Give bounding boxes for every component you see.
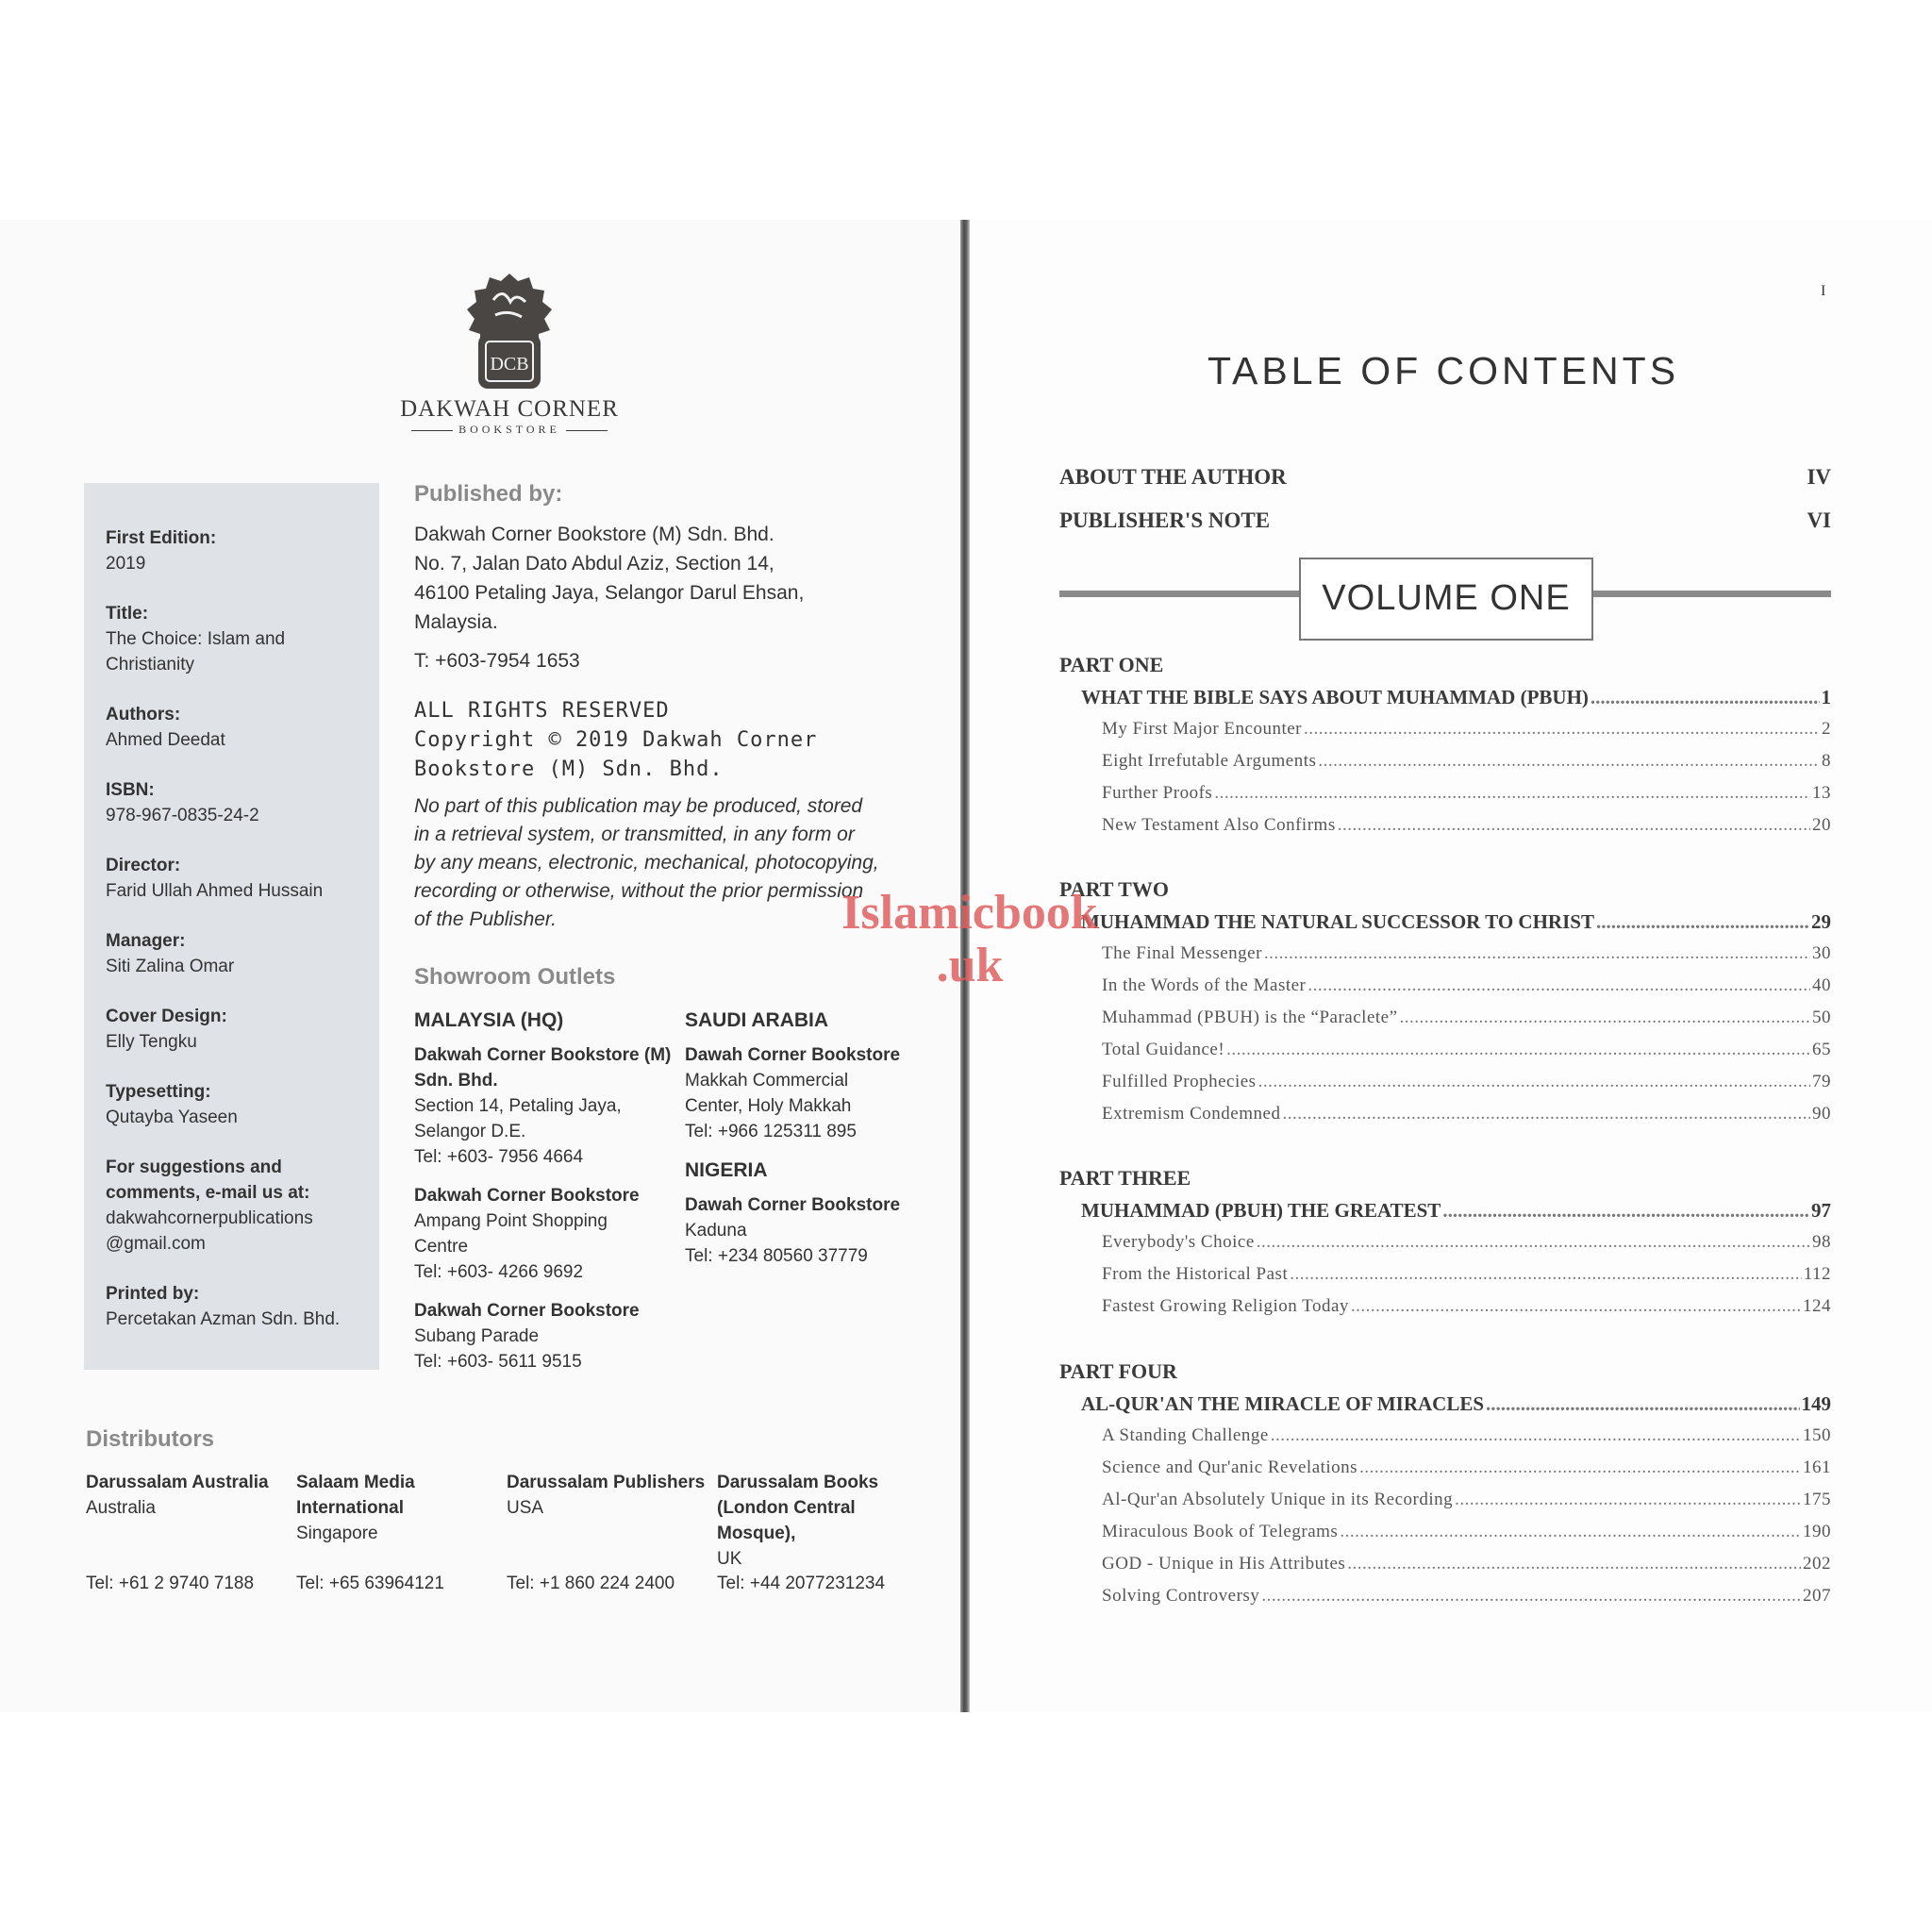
toc-section-title: Everybody's Choice bbox=[1102, 1232, 1255, 1252]
toc-section-row bbox=[1059, 1452, 1831, 1484]
book-detail-label: For suggestions and comments, e-mail us at: bbox=[106, 1158, 310, 1203]
toc-section-page: 124 bbox=[1803, 1296, 1831, 1316]
toc-section-row bbox=[1059, 1484, 1831, 1516]
toc-chapter-page: 149 bbox=[1801, 1392, 1831, 1415]
distributor-entry bbox=[86, 1470, 295, 1593]
book-detail-item bbox=[106, 1155, 375, 1257]
toc-section-row bbox=[1059, 1098, 1831, 1130]
toc-section-row bbox=[1059, 1226, 1831, 1258]
outlet-country-group bbox=[685, 1008, 949, 1144]
volume-rule-left bbox=[1059, 591, 1299, 597]
outlet-address-line: Section 14, Petaling Jaya, bbox=[414, 1096, 622, 1116]
book-detail-label: Authors: bbox=[106, 705, 181, 724]
toc-part bbox=[1059, 649, 1831, 841]
toc-chapter-row bbox=[1059, 1194, 1831, 1226]
distributor-phone: Tel: +1 860 224 2400 bbox=[507, 1574, 675, 1593]
book-detail-value: The Choice: Islam and Christianity bbox=[106, 629, 286, 675]
outlets-saudi-nigeria bbox=[685, 1008, 949, 1282]
book-detail-label: Typesetting: bbox=[106, 1082, 211, 1102]
toc-section-title: In the Words of the Master bbox=[1102, 975, 1307, 995]
book-detail-label: First Edition: bbox=[106, 528, 217, 548]
copyright-line: Copyright © 2019 Dakwah Corner Bookstore (M) Sdn. Bhd. bbox=[414, 728, 818, 781]
toc-part-title: PART ONE bbox=[1059, 653, 1164, 676]
toc-leader-dots bbox=[1290, 1258, 1801, 1291]
address-line: Malaysia. bbox=[414, 611, 498, 633]
toc-section-title: Eight Irrefutable Arguments bbox=[1102, 751, 1317, 771]
toc-leader-dots bbox=[1455, 1484, 1801, 1516]
distributor-entry bbox=[507, 1470, 716, 1593]
toc-section-title: My First Major Encounter bbox=[1102, 719, 1303, 739]
published-by-heading: Published by: bbox=[414, 481, 563, 507]
toc-section-page: 2 bbox=[1822, 719, 1831, 739]
book-detail-label: Printed by: bbox=[106, 1284, 200, 1304]
book-detail-value: Siti Zalina Omar bbox=[106, 957, 235, 976]
book-detail-item bbox=[106, 1004, 375, 1055]
toc-leader-dots bbox=[1257, 1226, 1810, 1258]
book-detail-value: 978-967-0835-24-2 bbox=[106, 806, 259, 825]
outlet-country: NIGERIA bbox=[685, 1159, 768, 1181]
distributors-heading: Distributors bbox=[86, 1426, 215, 1452]
book-detail-label: ISBN: bbox=[106, 780, 155, 800]
toc-section-row bbox=[1059, 1291, 1831, 1323]
book-detail-label: Cover Design: bbox=[106, 1007, 227, 1026]
toc-section-title: New Testament Also Confirms bbox=[1102, 815, 1336, 835]
rights-section bbox=[414, 696, 942, 784]
outlet-name: Dakwah Corner Bookstore bbox=[414, 1301, 640, 1321]
outlet-address-line: Centre bbox=[414, 1237, 469, 1257]
toc-section-page: 112 bbox=[1803, 1264, 1831, 1284]
toc-section-title: Fulfilled Prophecies bbox=[1102, 1072, 1257, 1091]
outlet-phone: Tel: +234 80560 37779 bbox=[685, 1246, 868, 1266]
book-detail-value: 2019 bbox=[106, 554, 146, 574]
toc-leader-dots bbox=[1359, 1452, 1801, 1484]
toc-section-row bbox=[1059, 1034, 1831, 1066]
outlet-name: Dakwah Corner Bookstore (M) Sdn. Bhd. bbox=[414, 1045, 672, 1091]
toc-chapter-title: AL-QUR'AN THE MIRACLE OF MIRACLES bbox=[1081, 1392, 1485, 1415]
toc-chapter-title: WHAT THE BIBLE SAYS ABOUT MUHAMMAD (PBUH) bbox=[1081, 686, 1589, 708]
book-detail-item bbox=[106, 601, 375, 677]
outlet-country-group bbox=[414, 1008, 678, 1374]
toc-section-title: Further Proofs bbox=[1102, 783, 1213, 803]
outlet-phone: Tel: +603- 5611 9515 bbox=[414, 1352, 582, 1372]
toc-section-title: Extremism Condemned bbox=[1102, 1104, 1281, 1124]
book-detail-value: Elly Tengku bbox=[106, 1032, 197, 1052]
outlets-malaysia bbox=[414, 1008, 678, 1388]
address-line: 46100 Petaling Jaya, Selangor Darul Ehsan, bbox=[414, 582, 805, 604]
disclaimer-line: of the Publisher. bbox=[414, 908, 557, 930]
toc-chapter-row bbox=[1059, 681, 1831, 713]
book-detail-value: Ahmed Deedat bbox=[106, 730, 225, 750]
toc-front-page: IV bbox=[1807, 465, 1831, 489]
outlet-name: Dawah Corner Bookstore bbox=[685, 1045, 901, 1065]
outlet-address-line: Ampang Point Shopping bbox=[414, 1211, 608, 1231]
toc-chapter-title: MUHAMMAD (PBUH) THE GREATEST bbox=[1081, 1199, 1441, 1222]
toc-section-row bbox=[1059, 1516, 1831, 1548]
toc-chapter-page: 29 bbox=[1811, 910, 1831, 933]
book-detail-label: Manager: bbox=[106, 931, 186, 951]
outlet-entry bbox=[685, 1042, 949, 1144]
book-detail-label: Title: bbox=[106, 604, 149, 624]
book-detail-value: Percetakan Azman Sdn. Bhd. bbox=[106, 1309, 341, 1329]
toc-part bbox=[1059, 1162, 1831, 1323]
toc-leader-dots bbox=[1351, 1291, 1801, 1323]
toc-leader-dots bbox=[1226, 1034, 1810, 1066]
volume-heading: VOLUME ONE bbox=[1299, 558, 1593, 641]
toc-section-row bbox=[1059, 970, 1831, 1002]
toc-leader-dots bbox=[1261, 1580, 1801, 1612]
disclaimer-line: by any means, electronic, mechanical, photocopying, bbox=[414, 852, 879, 874]
disclaimer-line: No part of this publication may be produced, stored bbox=[414, 795, 863, 817]
toc-section-page: 30 bbox=[1812, 943, 1831, 963]
book-detail-value: Farid Ullah Ahmed Hussain bbox=[106, 881, 324, 901]
toc-section-row bbox=[1059, 713, 1831, 745]
outlet-phone: Tel: +966 125311 895 bbox=[685, 1122, 857, 1141]
toc-section-row bbox=[1059, 1066, 1831, 1098]
toc-chapter-row bbox=[1059, 1388, 1831, 1420]
toc-section-page: 207 bbox=[1803, 1586, 1831, 1606]
outlet-address-line: Selangor D.E. bbox=[414, 1122, 526, 1141]
toc-leader-dots bbox=[1340, 1516, 1801, 1548]
page-number: I bbox=[1821, 283, 1826, 299]
toc-section-title: Miraculous Book of Telegrams bbox=[1102, 1522, 1339, 1541]
outlet-entry bbox=[685, 1192, 949, 1269]
book-details-panel bbox=[84, 483, 379, 1370]
toc-part bbox=[1059, 1356, 1831, 1612]
distributor-name: Darussalam Australia bbox=[86, 1473, 269, 1492]
dakwah-corner-emblem-icon bbox=[458, 272, 561, 394]
outlet-address-line: Kaduna bbox=[685, 1221, 747, 1241]
toc-chapter-row bbox=[1059, 906, 1831, 938]
distributor-location: USA bbox=[507, 1498, 544, 1518]
book-details-list bbox=[106, 525, 375, 1357]
outlet-entry bbox=[414, 1042, 678, 1170]
distributor-location: Australia bbox=[86, 1498, 156, 1518]
toc-title: TABLE OF CONTENTS bbox=[1208, 349, 1680, 392]
toc-section-title: The Final Messenger bbox=[1102, 943, 1262, 963]
outlet-name: Dawah Corner Bookstore bbox=[685, 1195, 901, 1215]
toc-section-title: Al-Qur'an Absolutely Unique in its Recording bbox=[1102, 1490, 1454, 1509]
distributor-location: UK bbox=[717, 1549, 742, 1569]
toc-section-row bbox=[1059, 938, 1831, 970]
outlet-country: SAUDI ARABIA bbox=[685, 1009, 829, 1031]
book-detail-item bbox=[106, 1281, 375, 1332]
book-detail-value: Qutayba Yaseen bbox=[106, 1108, 238, 1127]
watermark-line: Islamicbook bbox=[841, 886, 1098, 940]
toc-part-title: PART THREE bbox=[1059, 1166, 1191, 1190]
address-line: No. 7, Jalan Dato Abdul Aziz, Section 14, bbox=[414, 553, 774, 575]
toc-front-entry bbox=[1059, 465, 1831, 490]
outlet-phone: Tel: +603- 7956 4664 bbox=[414, 1147, 584, 1167]
toc-section-page: 90 bbox=[1812, 1104, 1831, 1124]
toc-leader-dots bbox=[1347, 1548, 1801, 1580]
toc-section-row bbox=[1059, 1420, 1831, 1452]
watermark-line: .uk bbox=[936, 939, 1004, 992]
book-detail-item bbox=[106, 777, 375, 828]
toc-section-page: 175 bbox=[1803, 1490, 1831, 1509]
toc-leader-dots bbox=[1307, 970, 1810, 1002]
toc-front-entry bbox=[1059, 508, 1831, 533]
toc-section-page: 202 bbox=[1803, 1554, 1831, 1574]
toc-section-row bbox=[1059, 809, 1831, 841]
distributor-phone: Tel: +44 2077231234 bbox=[717, 1574, 886, 1593]
toc-section-page: 150 bbox=[1803, 1425, 1831, 1445]
toc-section-row bbox=[1059, 1258, 1831, 1291]
toc-chapter-page: 1 bbox=[1821, 686, 1831, 708]
disclaimer-line: in a retrieval system, or transmitted, in any form or bbox=[414, 824, 855, 845]
toc-leader-dots bbox=[1214, 777, 1810, 809]
toc-leader-dots bbox=[1442, 1194, 1809, 1226]
showroom-outlets-heading: Showroom Outlets bbox=[414, 964, 616, 990]
toc-section-page: 40 bbox=[1812, 975, 1831, 995]
toc-section-page: 20 bbox=[1812, 815, 1831, 835]
toc-leader-dots bbox=[1591, 681, 1820, 713]
toc-section-page: 8 bbox=[1822, 751, 1831, 771]
toc-section-row bbox=[1059, 745, 1831, 777]
toc-front-page: VI bbox=[1807, 508, 1831, 532]
address-line: Dakwah Corner Bookstore (M) Sdn. Bhd. bbox=[414, 524, 774, 545]
toc-leader-dots bbox=[1596, 906, 1809, 938]
outlet-address-line: Makkah Commercial bbox=[685, 1071, 849, 1091]
toc-section-row bbox=[1059, 1548, 1831, 1580]
toc-leader-dots bbox=[1258, 1066, 1810, 1098]
toc-section-title: Total Guidance! bbox=[1102, 1040, 1225, 1059]
toc-front-label: PUBLISHER'S NOTE bbox=[1059, 508, 1271, 532]
toc-section-page: 50 bbox=[1812, 1008, 1831, 1027]
toc-section-title: Science and Qur'anic Revelations bbox=[1102, 1457, 1358, 1477]
toc-leader-dots bbox=[1400, 1002, 1810, 1034]
toc-section-title: Muhammad (PBUH) is the “Paraclete” bbox=[1102, 1008, 1398, 1027]
toc-section-page: 65 bbox=[1812, 1040, 1831, 1059]
outlet-entry bbox=[414, 1298, 678, 1374]
toc-leader-dots bbox=[1318, 745, 1820, 777]
published-by-section bbox=[414, 479, 942, 675]
book-detail-item bbox=[106, 928, 375, 979]
book-detail-item bbox=[106, 702, 375, 753]
volume-rule-right bbox=[1593, 591, 1831, 597]
toc-leader-dots bbox=[1338, 809, 1810, 841]
toc-leader-dots bbox=[1264, 938, 1810, 970]
distributor-phone: Tel: +65 63964121 bbox=[296, 1574, 444, 1593]
toc-section-page: 13 bbox=[1812, 783, 1831, 803]
outlet-phone: Tel: +603- 4266 9692 bbox=[414, 1262, 584, 1282]
distributor-entry bbox=[296, 1470, 506, 1593]
toc-leader-dots bbox=[1271, 1420, 1801, 1452]
outlet-entry bbox=[414, 1183, 678, 1285]
toc-leader-dots bbox=[1282, 1098, 1810, 1130]
book-detail-item bbox=[106, 853, 375, 904]
toc-chapter-page: 97 bbox=[1811, 1199, 1831, 1222]
publisher-logo bbox=[396, 272, 623, 451]
toc-section-row bbox=[1059, 1002, 1831, 1034]
toc-section-title: Fastest Growing Religion Today bbox=[1102, 1296, 1349, 1316]
toc-part bbox=[1059, 874, 1831, 1130]
distributor-name: Darussalam Books (London Central Mosque), bbox=[717, 1473, 879, 1543]
outlet-country-group bbox=[685, 1158, 949, 1269]
toc-leader-dots bbox=[1486, 1388, 1799, 1420]
toc-chapter-title: MUHAMMAD THE NATURAL SUCCESSOR TO CHRIST bbox=[1081, 910, 1594, 933]
outlet-name: Dakwah Corner Bookstore bbox=[414, 1186, 640, 1206]
toc-section-page: 190 bbox=[1803, 1522, 1831, 1541]
outlet-country: MALAYSIA (HQ) bbox=[414, 1009, 564, 1031]
watermark bbox=[800, 887, 1140, 992]
logo-subtitle: BOOKSTORE bbox=[396, 423, 623, 437]
disclaimer-line: recording or otherwise, without the prior permission bbox=[414, 880, 864, 902]
distributor-entry bbox=[717, 1470, 926, 1593]
outlet-address-line: Subang Parade bbox=[414, 1326, 540, 1346]
publisher-address bbox=[414, 520, 942, 637]
toc-section-page: 98 bbox=[1812, 1232, 1831, 1252]
distributor-name: Darussalam Publishers bbox=[507, 1473, 706, 1492]
rights-heading: ALL RIGHTS RESERVED bbox=[414, 699, 670, 723]
toc-section-row bbox=[1059, 777, 1831, 809]
toc-part-title: PART TWO bbox=[1059, 877, 1169, 901]
book-detail-item bbox=[106, 1079, 375, 1130]
distributor-name: Salaam Media International bbox=[296, 1473, 415, 1518]
outlet-address-line: Center, Holy Makkah bbox=[685, 1096, 852, 1116]
toc-section-title: A Standing Challenge bbox=[1102, 1425, 1269, 1445]
toc-leader-dots bbox=[1304, 713, 1820, 745]
book-detail-label: Director: bbox=[106, 856, 181, 875]
toc-section-row bbox=[1059, 1580, 1831, 1612]
distributor-phone: Tel: +61 2 9740 7188 bbox=[86, 1574, 255, 1593]
publisher-phone: T: +603-7954 1653 bbox=[414, 650, 580, 672]
book-detail-value: dakwahcornerpublications @gmail.com bbox=[106, 1208, 313, 1254]
svg-text:DCB: DCB bbox=[490, 354, 529, 375]
toc-front-label: ABOUT THE AUTHOR bbox=[1059, 465, 1287, 489]
toc-part-title: PART FOUR bbox=[1059, 1359, 1177, 1383]
distributor-location: Singapore bbox=[296, 1524, 378, 1543]
book-detail-item bbox=[106, 525, 375, 576]
toc-section-title: From the Historical Past bbox=[1102, 1264, 1289, 1284]
toc-section-page: 79 bbox=[1812, 1072, 1831, 1091]
toc-section-page: 161 bbox=[1803, 1457, 1831, 1477]
toc-section-title: Solving Controversy bbox=[1102, 1586, 1260, 1606]
logo-wordmark: DAKWAH CORNER bbox=[400, 396, 619, 422]
toc-section-title: GOD - Unique in His Attributes bbox=[1102, 1554, 1346, 1574]
